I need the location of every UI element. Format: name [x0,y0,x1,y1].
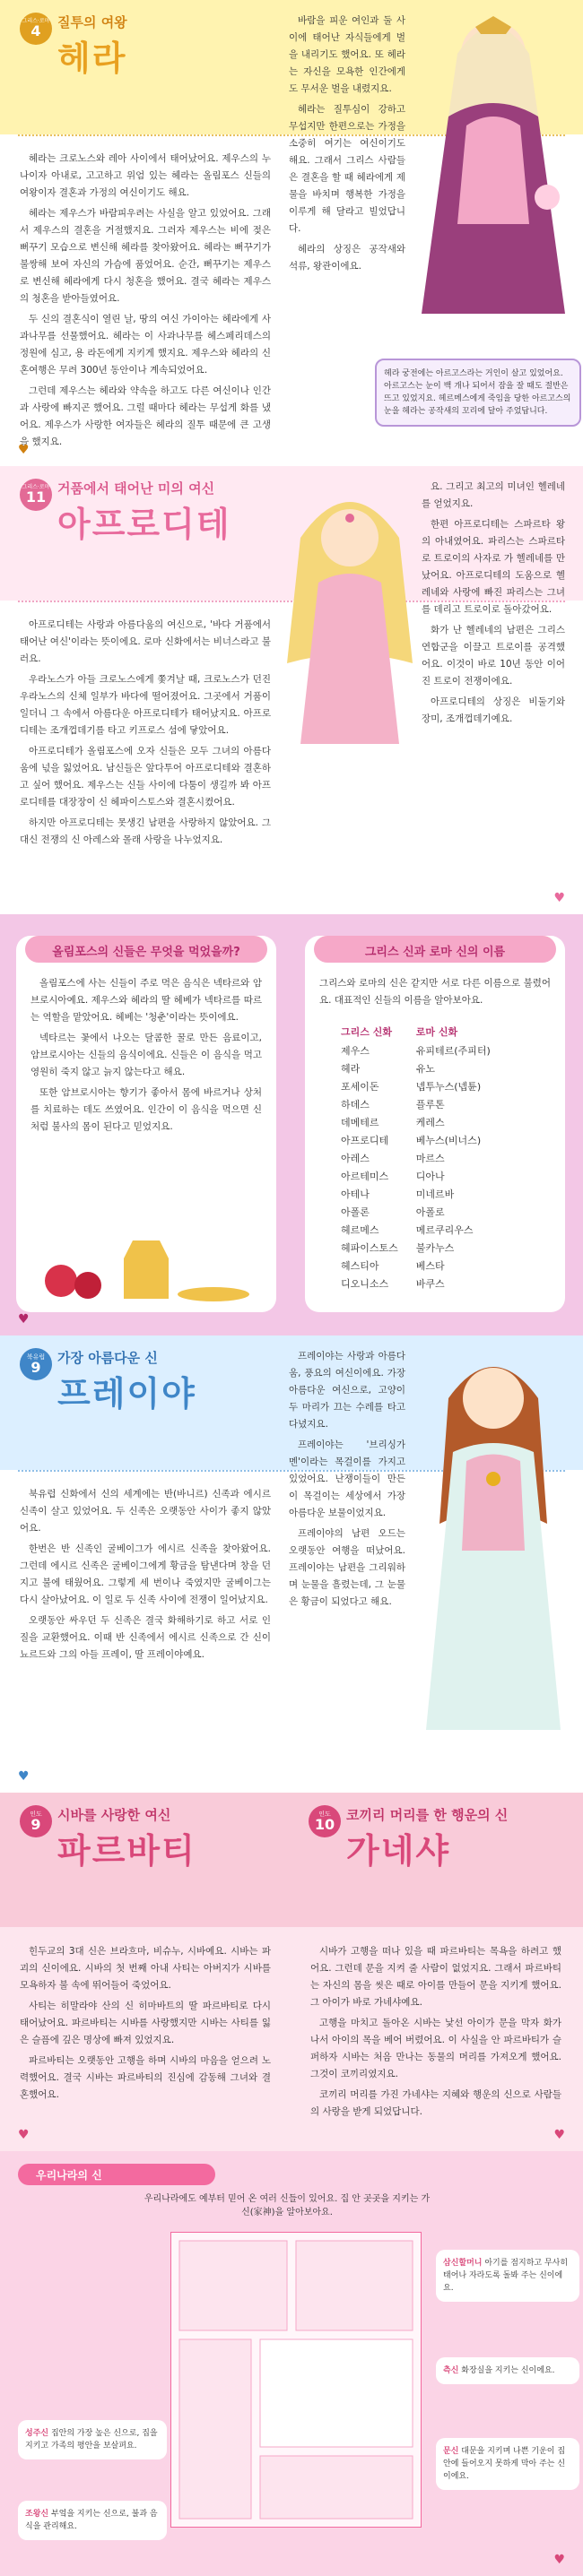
aphrodite-paragraph: 요. 그리고 최고의 미녀인 헬레네를 얻었지요. [422,481,565,509]
parvati-subtitle: 시바를 사랑한 여신 [57,1807,171,1823]
roman-name-cell: 미네르바 [415,1189,455,1200]
roman-name-cell: 디아나 [415,1171,445,1182]
olympus-page-number: ♥ [18,1312,30,1327]
hera-illustration [413,9,574,332]
freya-paragraph: 프레이야의 남편 오드는 오랫동안 여행을 떠났어요. 프레이야는 남편을 그리워하며 눈물을 흘렸는데, 그 눈물은 황금이 되었다고 해요. [289,1528,405,1607]
greek-name-cell: 제우스 [341,1045,370,1057]
table-row [332,1131,500,1149]
hera-paragraph: 두 신의 결혼식이 열린 날, 땅의 여신 가이아는 헤라에게 사과나무를 선물했어요. 헤라는 이 사과나무를 헤스페리데스의 정원에 심고, 용 라돈에게 지키게 했지요. 제우스와 헤라의 신혼여행은 무려 300년 동안이나 계속되었어요. [20,314,271,376]
greek-name-cell: 헤라 [341,1063,361,1075]
aphrodite-chapter-tag [20,479,52,511]
table-header-row [332,1022,500,1042]
hera-chapter-tag [20,13,52,45]
olympus-page [0,914,583,1336]
ganesha-tag-small: 인도 [318,1810,331,1818]
table-row [332,1221,500,1239]
freya-page [0,1336,583,1793]
ganesha-chapter-tag [309,1805,341,1837]
roman-name-cell: 베누스(비너스) [415,1135,482,1146]
food-heading: 올림포스의 신들은 무엇을 먹었을까? [52,946,240,959]
parvati-tag-small: 인도 [30,1810,42,1818]
roman-name-cell: 넵투누스(넵튠) [415,1081,482,1093]
parvati-paragraph: 사티는 히말라야 산의 신 히마바트의 딸 파르바티로 다시 태어났어요. 파르바티는 시바를 사랑했지만 시바는 사티를 잃은 슬픔에 깊은 명상에 빠져 있었지요. [20,2001,271,2045]
hera-paragraph: 헤라는 질투심이 강하고 무섭지만 한편으로는 가정을 소중히 여기는 여신이기도 해요. 그래서 그리스 사람들은 결혼을 할 때 헤라에게 제물을 바치며 행복한 가정을 이루게 해 달라고 빌었답니다. [289,104,405,234]
aphrodite-paragraph: 화가 난 헬레네의 남편은 그리스 연합군을 이끌고 트로이를 공격했어요. 이것이 바로 10년 동안 이어진 트로이 전쟁이에요. [422,625,565,687]
ganesha-paragraph: 고행을 마치고 돌아온 시바는 낯선 아이가 문을 막자 화가 나서 아이의 목을 베어 버렸어요. 이 사실을 안 파르바티가 슬퍼하자 시바는 처음 만나는 동물의 머리를 가져오게 했어요. 그것이 코끼리였지요. [310,2018,561,2079]
food-panel [16,936,276,1312]
freya-paragraph: 북유럽 신화에서 신의 세계에는 반(바니르) 신족과 에시르 신족이 살고 있었어요. 두 신족은 오랫동안 사이가 좋지 않았어요. [20,1489,271,1534]
house-floorplan [170,2232,422,2528]
house-note-label: 성주신 [25,2429,49,2438]
greek-name-cell: 아레스 [341,1153,370,1164]
aphrodite-paragraph: 한편 아프로디테는 스파르타 왕의 아내였어요. 파리스는 스파르타로 트로이의 사자로 가 헬레네를 만났어요. 아프로디테의 도움으로 헬레네와 사랑에 빠진 파리스는 그녀를 데리고 트로이로 돌아갔어요. [422,519,565,615]
greek-name-cell: 헤르메스 [341,1224,379,1236]
greek-name-cell: 아프로디테 [341,1135,389,1146]
house-heading: 우리나라의 신 [36,2169,102,2182]
aphrodite-paragraph: 아프로디테는 사랑과 아름다움의 여신으로, '바다 거품에서 태어난 여신'이라는 뜻이에요. 로마 신화에서는 비너스라고 불러요. [20,619,271,664]
hera-subtitle: 질투의 여왕 [57,14,127,30]
house-left-note [18,2501,167,2540]
house-note-text: 부엌을 지키는 신으로, 불과 음식을 관리해요. [25,2510,158,2531]
roman-name-cell: 플루톤 [415,1099,445,1111]
roman-name-cell: 유노 [415,1063,436,1075]
ganesha-tag-number: 10 [314,1815,335,1833]
freya-tag-small: 북유럽 [26,1353,46,1361]
roman-name-cell: 불카누스 [415,1242,455,1254]
table-header: 그리스 신화 [341,1026,392,1038]
food-paragraph: 넥타르는 꽃에서 나오는 달콤한 꿀로 만든 음료이고, 암브로시아는 신들의 음식이에요. 신들은 이 음식을 먹고 영원히 죽지 않고 늙지 않는다고 해요. [30,1033,262,1077]
table-row [332,1275,500,1292]
aphrodite-tag-small: 그리스·로마 [22,484,50,490]
table-row [332,1167,500,1185]
hera-tag-number: 4 [30,22,41,39]
aphrodite-paragraph: 우라노스가 아들 크로노스에게 쫓겨날 때, 크로노스가 던진 우라노스의 신체 일부가 바다에 떨어졌어요. 그곳에서 거품이 일더니 그 속에서 아름다운 아프로디테가 태어났지요. 아프로디테는 조개껍데기를 타고 키프로스 섬에 닿았어요. [20,674,271,736]
ganesha-paragraph: 코끼리 머리를 가진 가네샤는 지혜와 행운의 신으로 사람들의 사랑을 받게 되었답니다. [310,2089,561,2117]
aphrodite-title: 아프로디테 [57,505,231,544]
table-row [332,1059,500,1077]
house-page-number: ♥ [553,2553,565,2567]
aphrodite-page [0,466,583,914]
freya-paragraph: 프레이야는 '브리싱가멘'이라는 목걸이를 가지고 있었어요. 난쟁이들이 만든 이 목걸이는 세상에서 가장 아름다운 보물이었지요. [289,1439,405,1518]
aphrodite-tag-number: 11 [25,488,47,506]
hera-paragraph: 그런데 제우스는 헤라와 약속을 하고도 다른 여신이나 인간과 사랑에 빠지곤 했어요. 그럴 때마다 헤라는 무섭게 화를 냈어요. 제우스가 사랑한 여자들은 헤라의 질투 때문에 큰 고생을 했지요. [20,385,271,447]
greek-name-cell: 디오니소스 [341,1278,389,1290]
greek-name-cell: 헤스티아 [341,1260,379,1272]
freya-illustration [413,1344,574,1739]
freya-chapter-tag [20,1348,52,1380]
house-left-note [18,2420,167,2459]
freya-title: 프레이야 [57,1374,196,1413]
ganesha-subtitle: 코끼리 머리를 한 행운의 신 [346,1807,509,1823]
parvati-title: 파르바티 [57,1831,196,1871]
names-panel [305,936,565,1312]
hera-paragraph: 헤라의 상징은 공작새와 석류, 왕관이에요. [289,244,405,272]
india-page [0,1793,583,2151]
parvati-paragraph: 파르바티는 오랫동안 고행을 하며 시바의 마음을 얻으려 노력했어요. 결국 시바는 파르바티의 진심에 감동해 그녀와 결혼했어요. [20,2055,271,2100]
parvati-chapter-tag [20,1805,52,1837]
freya-paragraph: 오랫동안 싸우던 두 신족은 결국 화해하기로 하고 서로 인질을 교환했어요. 이때 반 신족에서 에시르 신족으로 간 신이 뇨르드와 그의 아들 프레이, 딸 프레이야예요. [20,1615,271,1660]
roman-name-cell: 아폴로 [415,1206,445,1218]
freya-subtitle: 가장 아름다운 신 [57,1350,158,1366]
hera-body-right [289,13,405,279]
greek-name-cell: 데메테르 [341,1117,379,1128]
food-text [30,975,262,1139]
parvati-body [20,1943,271,2107]
house-right-note [436,2357,579,2384]
table-row [332,1239,500,1257]
aphrodite-body-right [422,479,565,731]
parvati-page-number: ♥ [18,2128,30,2142]
food-paragraph: 올림포스에 사는 신들이 주로 먹은 음식은 넥타르와 암브로시아예요. 제우스와 헤라의 딸 헤베가 넥타르를 따르는 역할을 맡았어요. 헤베는 '청춘'이라는 뜻이에요. [30,978,262,1023]
house-note-text: 아기를 점지하고 무사히 태어나 자라도록 돌봐 주는 신이에요. [443,2259,569,2293]
table-row [332,1203,500,1221]
freya-page-number: ♥ [18,1769,30,1784]
house-intro: 우리나라에도 예부터 믿어 온 여러 신들이 있어요. 집 안 곳곳을 지키는 가신(家神)을 알아보아요. [144,2194,431,2217]
roman-name-cell: 바쿠스 [415,1278,445,1290]
roman-name-cell: 메르쿠리우스 [415,1224,474,1236]
freya-body-right [289,1348,405,1614]
hera-info-note: 헤라 궁전에는 아르고스라는 거인이 살고 있었어요. 아르고스는 눈이 백 개나 되어서 잠을 잘 때도 절반은 뜨고 있었지요. 헤르메스에게 죽임을 당한 아르고스의 눈을 헤라는 공작새의 꼬리에 달아 주었답니다. [375,359,581,427]
roman-name-cell: 케레스 [415,1117,445,1128]
names-intro: 그리스와 로마의 신은 같지만 서로 다른 이름으로 불렸어요. 대표적인 신들의 이름을 알아보아요. [319,978,551,1006]
table-body [332,1042,500,1292]
greek-name-cell: 아테나 [341,1189,370,1200]
hera-body-left [20,151,271,454]
food-paragraph: 또한 암브로시아는 향기가 좋아서 몸에 바르거나 상처를 치료하는 데도 쓰였어요. 인간이 이 음식을 먹으면 신처럼 불사의 몸이 된다고 믿었지요. [30,1087,262,1132]
hera-page-number: ♥ [18,443,30,457]
house-note-text: 집안의 가장 높은 신으로, 집을 지키고 가족의 평안을 보살펴요. [25,2429,158,2451]
greek-name-cell: 포세이돈 [341,1081,379,1093]
table-row [332,1113,500,1131]
aphrodite-paragraph: 하지만 아프로디테는 못생긴 남편을 사랑하지 않았어요. 그 대신 전쟁의 신 아레스와 몰래 사랑을 나누었지요. [20,817,271,845]
roman-name-cell: 베스타 [415,1260,445,1272]
hera-tag-small: 그리스·로마 [22,18,50,24]
freya-tag-number: 9 [30,1358,41,1376]
freya-paragraph: 프레이야는 사랑과 아름다움, 풍요의 여신이에요. 가장 아름다운 여신으로, 고양이 두 마리가 끄는 수레를 타고 다녔지요. [289,1351,405,1430]
greek-name-cell: 아폴론 [341,1206,370,1218]
table-row [332,1257,500,1275]
ganesha-page-number: ♥ [553,2128,565,2142]
house-gods-page [0,2151,583,2576]
hera-page [0,0,583,466]
table-row [332,1095,500,1113]
aphrodite-illustration [283,484,417,753]
hera-paragraph: 헤라는 크로노스와 레아 사이에서 태어났어요. 제우스의 누나이자 아내로, 고고하고 위엄 있는 헤라는 올림포스 신들의 여왕이자 결혼과 가정의 여신이기도 해요. [20,153,271,198]
greek-name-cell: 아르테미스 [341,1171,389,1182]
aphrodite-paragraph: 아프로디테의 상징은 비둘기와 장미, 조개껍데기예요. [422,696,565,724]
hera-paragraph: 헤라는 제우스가 바람피우려는 사실을 알고 있었어요. 그래서 제우스의 결혼을 거절했지요. 그러자 제우스는 비에 젖은 뻐꾸기 모습으로 변신해 헤라를 찾아왔어요. 헤라는 뻐꾸기가 불쌍해 보여 자신의 가슴에 품었어요. 순간, 뻐꾸기는 제우스로 변신해 헤라에게 다시 청혼을 했어요. 결국 헤라는 제우스의 청혼을 받아들였어요. [20,208,271,304]
jug-and-fruit-illustration [34,1232,258,1303]
roman-name-cell: 마르스 [415,1153,445,1164]
greek-roman-table [332,1022,500,1292]
aphrodite-body-left [20,617,271,852]
house-note-label: 조왕신 [25,2510,49,2519]
house-note-text: 화장실을 지키는 신이에요. [461,2366,555,2375]
table-header: 로마 신화 [415,1026,458,1038]
greek-name-cell: 헤파이스토스 [341,1242,398,1254]
table-row [332,1077,500,1095]
house-right-note [436,2438,579,2490]
parvati-paragraph: 힌두교의 3대 신은 브라흐마, 비슈누, 시바예요. 시바는 파괴의 신이에요. 시바의 첫 번째 아내 사티는 아버지가 시바를 모욕하자 불 속에 뛰어들어 죽었어요. [20,1946,271,1991]
ganesha-title: 가네샤 [346,1831,451,1871]
table-row [332,1185,500,1203]
hera-title: 헤라 [57,39,127,78]
greek-name-cell: 하데스 [341,1099,370,1111]
aphrodite-subtitle: 거품에서 태어난 미의 여신 [57,480,215,497]
house-note-label: 문신 [443,2447,459,2456]
ganesha-paragraph: 시바가 고행을 떠나 있을 때 파르바티는 목욕을 하려고 했어요. 그런데 문을 지켜 줄 사람이 없었지요. 그래서 파르바티는 자신의 몸을 씻은 때로 아이를 만들어 문을 지키게 했어요. 그 아이가 바로 가네샤예요. [310,1946,561,2008]
table-row [332,1042,500,1059]
hera-paragraph: 바람을 피운 여인과 둘 사이에 태어난 자식들에게 벌을 내리기도 했어요. 또 헤라는 자신을 모욕한 인간에게도 무서운 벌을 내렸지요. [289,15,405,94]
roman-name-cell: 유피테르(주피터) [415,1045,491,1057]
house-right-note [436,2250,579,2302]
names-heading: 그리스 신과 로마 신의 이름 [364,946,506,959]
aphrodite-paragraph: 아프로디테가 올림포스에 오자 신들은 모두 그녀의 아름다움에 넋을 잃었어요. 남신들은 앞다투어 아프로디테와 결혼하고 싶어 했어요. 제우스는 신들 사이에 다툼이 생길까 봐 아프로디테를 대장장이 신 헤파이스토스와 결혼시켰어요. [20,746,271,808]
parvati-tag-number: 9 [30,1815,41,1833]
ganesha-body [310,1943,561,2124]
house-note-text: 대문을 지키며 나쁜 기운이 집 안에 들어오지 못하게 막아 주는 신이에요. [443,2447,566,2481]
freya-paragraph: 한번은 반 신족인 굴베이그가 에시르 신족을 찾아왔어요. 그런데 에시르 신족은 굴베이그에게 황금을 탐낸다며 창을 던지고 불에 태웠어요. 그렇게 세 번이나 죽였지만 굴베이그는 다시 살아났어요. 이 일로 두 신족 사이에 전쟁이 일어났지요. [20,1543,271,1605]
freya-body-left [20,1486,271,1667]
house-note-label: 측신 [443,2366,459,2375]
house-note-label: 삼신할머니 [443,2259,483,2268]
table-row [332,1149,500,1167]
aphrodite-page-number: ♥ [553,891,565,905]
